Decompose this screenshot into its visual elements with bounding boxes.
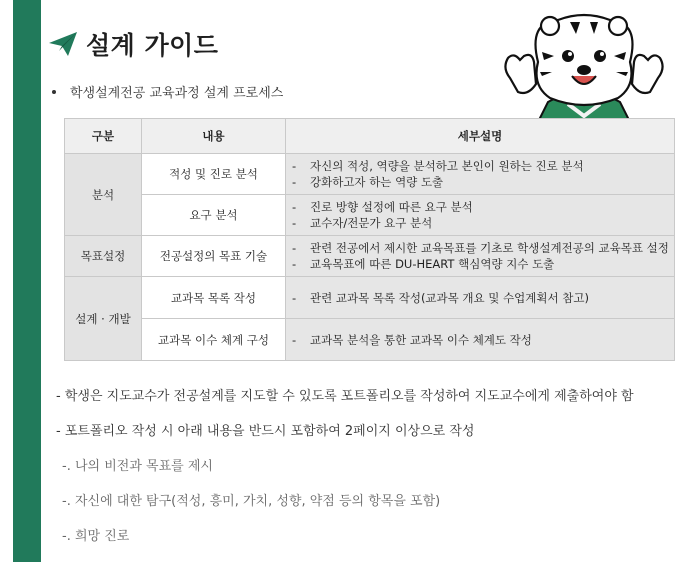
bullet-dot	[52, 90, 56, 94]
table-row	[65, 154, 675, 195]
header-detail: 세부설명	[286, 119, 675, 154]
content-cell: 교과목 목록 작성	[142, 277, 286, 319]
detail-cell	[286, 277, 675, 319]
content-cell: 교과목 이수 체계 구성	[142, 319, 286, 361]
detail-line: - 교수자/전문가 요구 분석	[292, 216, 433, 230]
paragraph-portfolio-requirements: - 포트폴리오 작성 시 아래 내용을 반드시 포함하여 2페이지 이상으로 작성	[56, 424, 475, 439]
detail-line: - 교과목 분석을 통한 교과목 이수 체계도 작성	[292, 332, 532, 347]
detail-line: - 강화하고자 하는 역량 도출	[292, 175, 444, 189]
table-row	[65, 277, 675, 319]
detail-line: - 자신의 적성, 역량을 분석하고 본인이 원하는 진로 분석	[292, 159, 584, 173]
table-row	[65, 195, 675, 236]
paper-plane-icon	[48, 31, 78, 57]
header-content: 내용	[142, 119, 286, 154]
detail-cell	[286, 319, 675, 361]
detail-cell	[286, 195, 675, 236]
sub-item-vision: -. 나의 비전과 목표를 제시	[62, 459, 213, 474]
detail-line: - 진로 방향 설정에 따른 요구 분석	[292, 200, 473, 214]
content-cell: 전공설정의 목표 기술	[142, 236, 286, 277]
detail-line: - 관련 교과목 목록 작성(교과목 개요 및 수업계획서 참고)	[292, 290, 589, 305]
intro-bullet	[52, 82, 283, 101]
category-cell: 목표설정	[65, 236, 142, 277]
page-title: 설계 가이드	[86, 31, 219, 60]
content-cell: 적성 및 진로 분석	[142, 154, 286, 195]
table-row	[65, 236, 675, 277]
sub-item-career: -. 희망 진로	[62, 529, 130, 544]
header-category: 구분	[65, 119, 142, 154]
page-header	[48, 22, 218, 66]
content-cell: 요구 분석	[142, 195, 286, 236]
category-cell: 분석	[65, 154, 142, 236]
detail-cell	[286, 236, 675, 277]
table-header-row	[65, 119, 675, 154]
paragraph-portfolio-submit: - 학생은 지도교수가 전공설계를 지도할 수 있도록 포트폴리오를 작성하여 지도교수에게 제출하여야 함	[56, 389, 634, 404]
sub-item-self-exploration: -. 자신에 대한 탐구(적성, 흥미, 가치, 성향, 약점 등의 항목을 포함)	[62, 494, 441, 509]
detail-line: - 관련 전공에서 제시한 교육목표를 기초로 학생설계전공의 교육목표 설정	[292, 241, 669, 255]
design-process-table	[64, 118, 675, 361]
detail-cell	[286, 154, 675, 195]
left-accent-bar	[13, 0, 41, 562]
table-row	[65, 319, 675, 361]
tiger-mascot-image	[498, 12, 670, 126]
intro-text: 학생설계전공 교육과정 설계 프로세스	[70, 86, 284, 101]
detail-line: - 교육목표에 따른 DU-HEART 핵심역량 지수 도출	[292, 257, 555, 271]
category-cell: 설계 · 개발	[65, 277, 142, 361]
